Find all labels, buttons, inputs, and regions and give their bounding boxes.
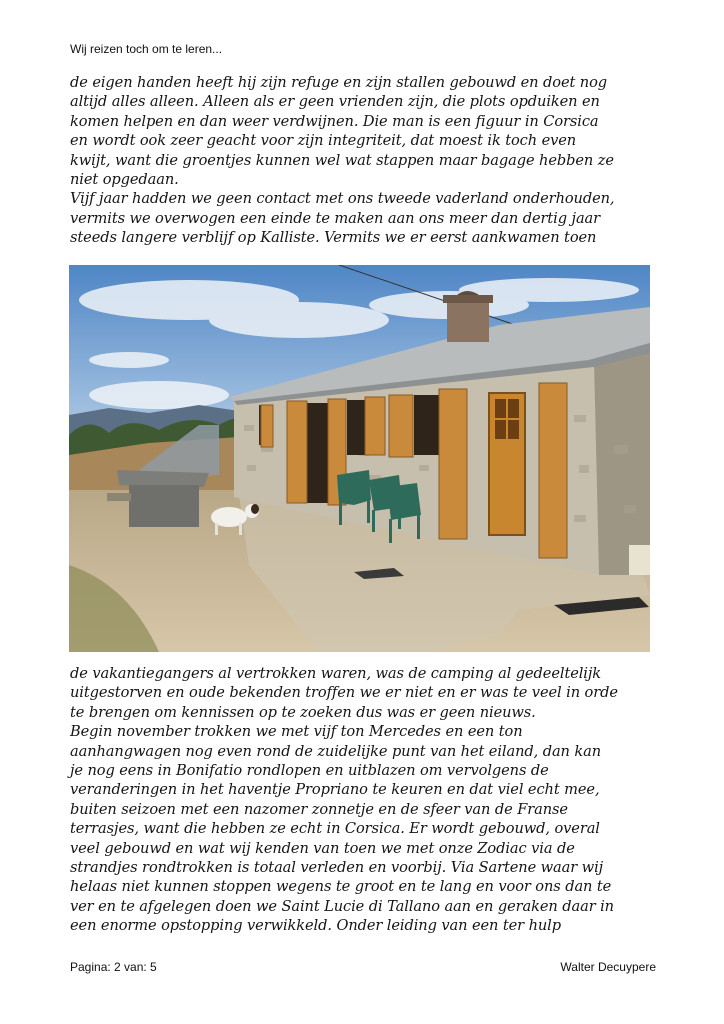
window-opening — [414, 395, 439, 455]
refuge-photo — [69, 265, 650, 652]
text-line: ver en te afgelegen doen we Saint Lucie di Tallano aan en geraken daar in — [70, 897, 614, 915]
text-line: veel gebouwd en wat wij kenden van toen we met onze Zodiac via de — [70, 839, 575, 857]
text-line: buiten seizoen met een nazomer zonnetje en de sfeer van de Franse — [70, 800, 568, 818]
text-line: terrasjes, want die hebben ze echt in Corsica. Er wordt gebouwd, overal — [70, 820, 600, 838]
text-line: vermits we overwogen een einde te maken aan ons meer dan dertig jaar — [70, 209, 601, 227]
text-line: Vijf jaar hadden we geen contact met ons tweede vaderland onderhouden, — [70, 190, 615, 208]
wooden-door — [489, 393, 525, 535]
text-line: en wordt ook zeer geacht voor zijn integriteit, dat moest ik toch even — [70, 132, 577, 150]
author-name: Walter Decuypere — [560, 960, 656, 974]
text-line: strandjes rondtrokken is totaal verleden en voorbij. Via Sartene waar wij — [70, 859, 604, 877]
text-line: komen helpen en dan weer verdwijnen. Die man is een figuur in Corsica — [70, 112, 599, 130]
stone-wall-side — [594, 345, 650, 575]
text-line: altijd alles alleen. Alleen als er geen vrienden zijn, die plots opduiken en — [70, 93, 600, 111]
text-line: aanhangwagen nog even rond de zuidelijke punt van het eiland, dan kan — [70, 742, 602, 760]
text-line: veranderingen in het haventje Propriano te keuren en dat viel echt mee, — [70, 781, 600, 799]
body-text-top — [70, 73, 660, 248]
text-line: een enorme opstopping verwikkeld. Onder leiding van een ter hulp — [70, 917, 561, 935]
text-line: helaas niet kunnen stoppen wegens te groot en te lang en voor ons dan te — [70, 878, 612, 896]
chimney — [443, 291, 493, 342]
text-line: steeds langere verblijf op Kalliste. Vermits we er eerst aankwamen toen — [70, 229, 597, 247]
text-line: Begin november trokken we met vijf ton Mercedes en een ton — [70, 723, 523, 741]
door-opening — [304, 403, 328, 503]
page-number: Pagina: 2 van: 5 — [70, 960, 157, 974]
body-text-bottom — [70, 664, 660, 936]
text-line: uitgestorven en oude bekenden troffen we er niet en er was te veel in orde — [70, 684, 618, 702]
page-header: Wij reizen toch om te leren... — [70, 42, 223, 56]
text-line: niet opgedaan. — [70, 171, 179, 189]
text-line: de vakantiegangers al vertrokken waren, was de camping al gedeeltelijk — [70, 665, 602, 682]
text-line: de eigen handen heeft hij zijn refuge en zijn stallen gebouwd en doet nog — [70, 74, 608, 91]
window-opening — [347, 400, 365, 455]
text-line: te brengen om kennissen op te zoeken dus was er geen nieuws. — [70, 703, 536, 721]
text-line: kwijt, want die groentjes kunnen wel wat stappen maar bagage hebben ze — [70, 151, 614, 169]
text-line: je nog eens in Bonifatio rondlopen en uitblazen om vervolgens de — [70, 762, 549, 780]
crate — [629, 545, 650, 575]
